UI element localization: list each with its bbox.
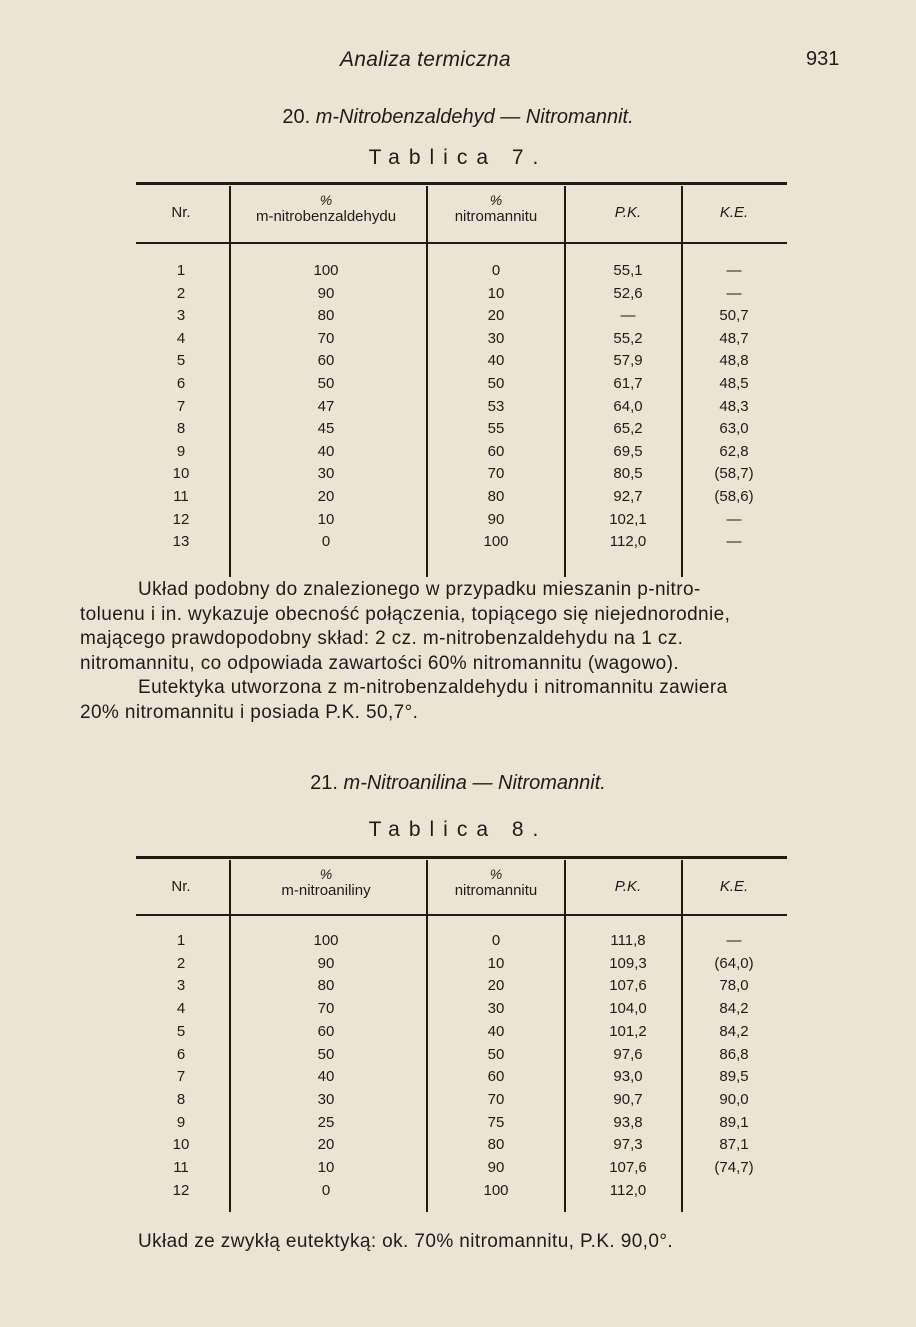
table-cell: — bbox=[726, 533, 742, 551]
table-cell: 107,6 bbox=[609, 1159, 647, 1176]
table-cell: 80 bbox=[487, 1136, 505, 1154]
table-cell: 10 bbox=[317, 510, 335, 528]
text-line: mającego prawdopodobny skład: 2 cz. m-nitrobenzaldehydu na 1 cz. bbox=[80, 628, 684, 649]
table-cell: (74,7) bbox=[714, 1159, 754, 1176]
percent-sign: % bbox=[489, 192, 503, 208]
header-nr: Nr. bbox=[171, 878, 191, 895]
table-cell: 57,9 bbox=[613, 352, 643, 370]
percent-sign: % bbox=[319, 192, 333, 208]
table-cell: 10 bbox=[172, 465, 190, 483]
table-cell: 90 bbox=[317, 284, 335, 302]
table-cell: (58,6) bbox=[714, 488, 754, 505]
table-cell: 50 bbox=[317, 1045, 335, 1063]
table-cell: 2 bbox=[176, 954, 186, 972]
table-cell: 111,8 bbox=[610, 932, 646, 949]
header-col2-label: nitromannitu bbox=[454, 208, 538, 225]
table-cell: 97,6 bbox=[613, 1045, 643, 1063]
text-line: Eutektyka utworzona z m-nitrobenzaldehydu i nitromannitu zawiera bbox=[138, 677, 728, 698]
table-cell: 48,8 bbox=[719, 352, 749, 370]
table-cell: 25 bbox=[317, 1113, 335, 1131]
table-cell: 84,2 bbox=[719, 1022, 749, 1040]
table-cell: 92,7 bbox=[613, 488, 643, 505]
column-divider bbox=[564, 860, 566, 1212]
table-cell: — bbox=[726, 284, 742, 302]
paragraph bbox=[80, 1230, 850, 1255]
text-line: Układ podobny do znalezionego w przypadku mieszanin p-nitro- bbox=[138, 579, 701, 600]
column-divider bbox=[681, 186, 683, 577]
table-cell: 86,8 bbox=[719, 1045, 749, 1063]
table-cell: 48,3 bbox=[719, 397, 749, 415]
table-cell: 89,5 bbox=[719, 1068, 749, 1086]
table-cell: 10 bbox=[317, 1159, 335, 1176]
text-line: 20% nitromannitu i posiada P.K. 50,7°. bbox=[80, 701, 419, 723]
table-cell: 30 bbox=[317, 1090, 335, 1108]
column-divider bbox=[426, 186, 428, 577]
table-cell: 6 bbox=[176, 1045, 186, 1063]
table-cell: 30 bbox=[487, 1000, 505, 1018]
table-cell: 69,5 bbox=[613, 442, 643, 460]
table-cell: 0 bbox=[321, 1181, 331, 1199]
table-cell: 55 bbox=[487, 420, 505, 438]
table-rule bbox=[136, 182, 787, 185]
section-number: 20. bbox=[282, 106, 311, 128]
table-cell: 12 bbox=[172, 1181, 190, 1199]
table-cell: (58,7) bbox=[714, 465, 754, 483]
header-ke: K.E. bbox=[719, 204, 749, 221]
table-cell: 90 bbox=[487, 510, 505, 528]
table-cell: 104,0 bbox=[609, 1000, 647, 1018]
table-cell: 30 bbox=[317, 465, 335, 483]
table-cell: 60 bbox=[317, 1022, 335, 1040]
table-cell: 80 bbox=[317, 977, 335, 995]
table-cell: 12 bbox=[172, 510, 190, 528]
table-cell: 60 bbox=[317, 352, 335, 370]
table-cell: 10 bbox=[487, 954, 505, 972]
table-cell: 75 bbox=[487, 1113, 505, 1131]
table-cell: 7 bbox=[176, 1068, 186, 1086]
table-cell: 100 bbox=[483, 533, 509, 551]
table-cell: 11 bbox=[173, 488, 189, 505]
table-cell: (64,0) bbox=[714, 954, 754, 972]
table-cell: 70 bbox=[317, 329, 335, 347]
header-col2 bbox=[426, 192, 566, 225]
table-cell: 90,0 bbox=[719, 1090, 749, 1108]
table-cell: 48,5 bbox=[719, 375, 749, 392]
table-cell: — bbox=[726, 932, 742, 949]
data-table bbox=[136, 856, 787, 1212]
paragraph bbox=[80, 578, 850, 725]
table-cell: 48,7 bbox=[719, 329, 749, 347]
table-cell: 62,8 bbox=[719, 442, 749, 460]
table-cell: 50,7 bbox=[719, 307, 749, 325]
table-cell: 11 bbox=[173, 1159, 189, 1176]
table-cell: 20 bbox=[317, 488, 335, 505]
table-cell: 50 bbox=[317, 375, 335, 392]
header-col1 bbox=[226, 866, 426, 899]
table-cell: 47 bbox=[317, 397, 335, 415]
table-cell: 6 bbox=[176, 375, 186, 392]
table-cell: 4 bbox=[176, 329, 186, 347]
table-cell: 80 bbox=[317, 307, 335, 325]
table-cell: 9 bbox=[176, 442, 186, 460]
running-title: Analiza termiczna bbox=[340, 48, 511, 71]
running-head bbox=[0, 48, 916, 78]
table-cell: 78,0 bbox=[719, 977, 749, 995]
table-cell: 0 bbox=[491, 932, 501, 949]
table-cell: — bbox=[726, 262, 742, 279]
table-cell: 109,3 bbox=[609, 954, 647, 972]
table-cell: 4 bbox=[176, 1000, 186, 1018]
table-cell: 40 bbox=[487, 352, 505, 370]
table-label: Tablica 7. bbox=[368, 146, 548, 169]
text-line: nitromannitu, co odpowiada zawartości 60% nitromannitu (wagowo). bbox=[80, 652, 680, 674]
header-pk: P.K. bbox=[614, 878, 642, 895]
table-cell: 0 bbox=[491, 262, 501, 279]
table-cell: 3 bbox=[176, 977, 186, 995]
table-cell: 50 bbox=[487, 1045, 505, 1063]
table-cell: 7 bbox=[176, 397, 186, 415]
table-cell: 40 bbox=[487, 1022, 505, 1040]
table-cell: 8 bbox=[176, 420, 186, 438]
table-cell: 13 bbox=[172, 533, 190, 551]
table-cell: 93,0 bbox=[613, 1068, 643, 1086]
table-cell: 102,1 bbox=[609, 510, 647, 528]
table-cell: 1 bbox=[176, 262, 186, 279]
table-cell: 40 bbox=[317, 1068, 335, 1086]
column-divider bbox=[564, 186, 566, 577]
section-title bbox=[0, 772, 916, 795]
table-cell: 52,6 bbox=[613, 284, 643, 302]
table-cell: 101,2 bbox=[609, 1022, 647, 1040]
table-cell: 2 bbox=[176, 284, 186, 302]
header-col2 bbox=[426, 866, 566, 899]
section-heading: m-Nitroanilina — Nitromannit. bbox=[343, 772, 606, 794]
table-cell: 90 bbox=[317, 954, 335, 972]
table-cell: 20 bbox=[487, 977, 505, 995]
section-title bbox=[0, 106, 916, 129]
table-cell: 20 bbox=[487, 307, 505, 325]
table-cell: — bbox=[726, 510, 742, 528]
header-ke: K.E. bbox=[719, 878, 749, 895]
table-cell: 100 bbox=[313, 932, 339, 949]
section-heading: m-Nitrobenzaldehyd — Nitromannit. bbox=[315, 106, 634, 128]
table-cell: 84,2 bbox=[719, 1000, 749, 1018]
table-cell: 89,1 bbox=[719, 1113, 749, 1131]
table-cell: 55,2 bbox=[613, 329, 643, 347]
table-cell: 20 bbox=[317, 1136, 335, 1154]
table-cell: 112,0 bbox=[609, 1181, 647, 1199]
column-divider bbox=[681, 860, 683, 1212]
table-cell: — bbox=[620, 307, 636, 325]
table-cell: 112,0 bbox=[609, 533, 647, 551]
page-number: 931 bbox=[806, 48, 840, 70]
table-cell: 93,8 bbox=[613, 1113, 643, 1131]
table-cell: 80,5 bbox=[613, 465, 643, 483]
table-cell: 30 bbox=[487, 329, 505, 347]
table-cell: 80 bbox=[487, 488, 505, 505]
percent-sign: % bbox=[489, 866, 503, 882]
table-cell: 100 bbox=[483, 1181, 509, 1199]
header-col1 bbox=[226, 192, 426, 225]
text-line: toluenu i in. wykazuje obecność połączenia, topiącego się niejednorodnie, bbox=[80, 603, 731, 625]
table-cell: 97,3 bbox=[613, 1136, 643, 1154]
text-line: Układ ze zwykłą eutektyką: ok. 70% nitromannitu, P.K. 90,0°. bbox=[138, 1231, 674, 1252]
table-cell: 60 bbox=[487, 442, 505, 460]
table-cell: 10 bbox=[172, 1136, 190, 1154]
table-cell: 60 bbox=[487, 1068, 505, 1086]
table-cell: 70 bbox=[317, 1000, 335, 1018]
table-cell: 87,1 bbox=[719, 1136, 749, 1154]
table-cell: 40 bbox=[317, 442, 335, 460]
table-cell: 53 bbox=[487, 397, 505, 415]
table-cell: 70 bbox=[487, 465, 505, 483]
table-cell: 5 bbox=[176, 352, 186, 370]
table-cell: 63,0 bbox=[719, 420, 749, 438]
header-col1-label: m-nitrobenzaldehydu bbox=[255, 208, 397, 225]
table-cell: 90,7 bbox=[613, 1090, 643, 1108]
table-cell: 61,7 bbox=[613, 375, 643, 392]
table-cell: 100 bbox=[313, 262, 339, 279]
table-cell: 1 bbox=[176, 932, 186, 949]
header-nr: Nr. bbox=[171, 204, 191, 221]
column-divider bbox=[426, 860, 428, 1212]
percent-sign: % bbox=[319, 866, 333, 882]
table-cell: 8 bbox=[176, 1090, 186, 1108]
table-cell: 45 bbox=[317, 420, 335, 438]
table-cell: 0 bbox=[321, 533, 331, 551]
table-cell: 64,0 bbox=[613, 397, 643, 415]
section-number: 21. bbox=[310, 772, 338, 794]
table-cell: 50 bbox=[487, 375, 505, 392]
header-col2-label: nitromannitu bbox=[454, 882, 538, 899]
data-table bbox=[136, 182, 787, 577]
table-cell: 3 bbox=[176, 307, 186, 325]
table-cell: 9 bbox=[176, 1113, 186, 1131]
table-cell: 5 bbox=[176, 1022, 186, 1040]
header-pk: P.K. bbox=[614, 204, 642, 221]
table-label: Tablica 8. bbox=[368, 818, 548, 841]
table-cell: 107,6 bbox=[609, 977, 647, 995]
table-cell: 90 bbox=[487, 1159, 505, 1176]
table-rule bbox=[136, 242, 787, 244]
table-cell: 70 bbox=[487, 1090, 505, 1108]
table-cell: 10 bbox=[487, 284, 505, 302]
header-col1-label: m-nitroaniliny bbox=[281, 882, 371, 899]
table-cell: 55,1 bbox=[613, 262, 643, 279]
table-cell: 65,2 bbox=[613, 420, 643, 438]
table-rule bbox=[136, 856, 787, 859]
table-rule bbox=[136, 914, 787, 916]
